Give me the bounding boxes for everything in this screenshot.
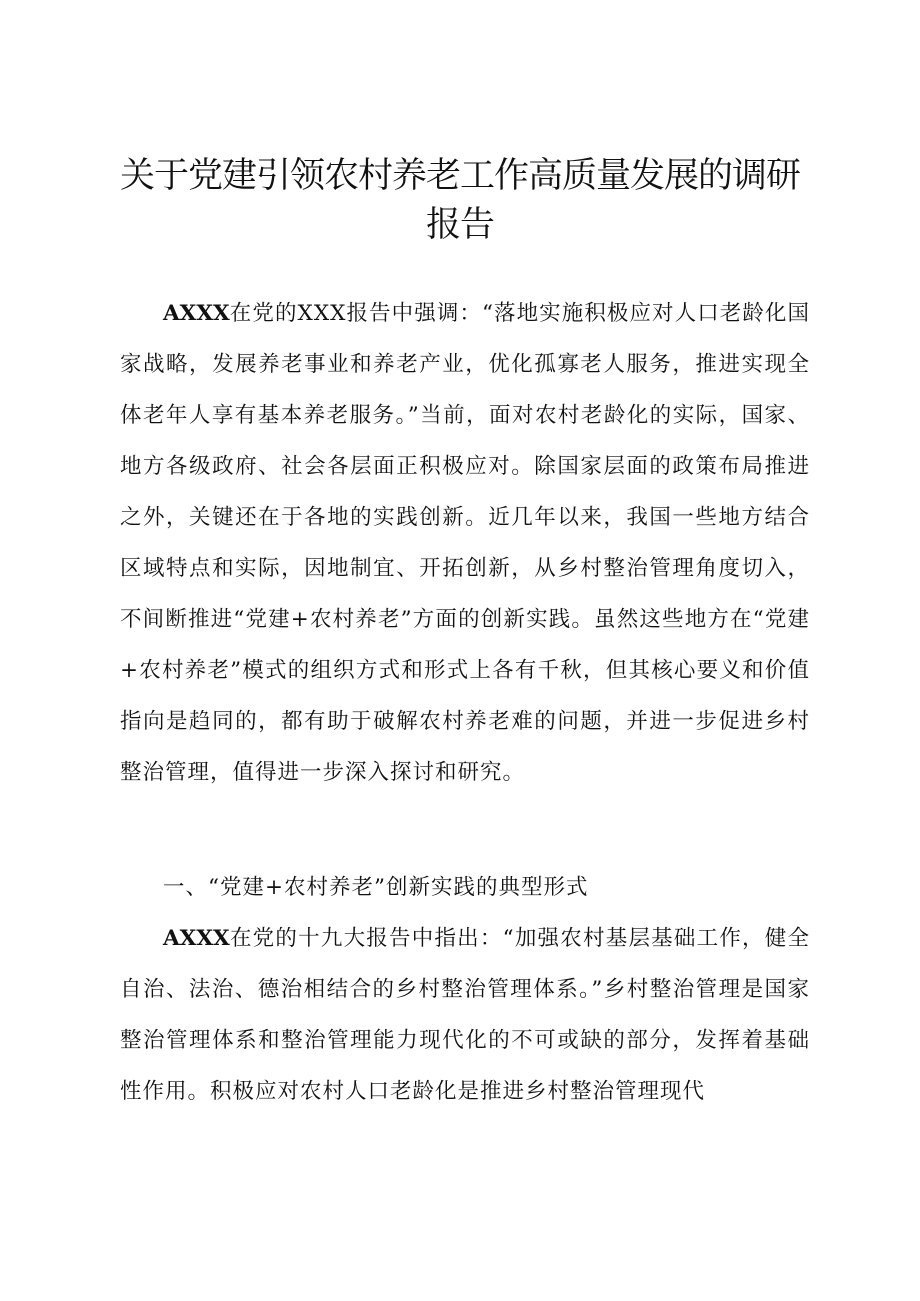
paragraph-text: 在党的十九大报告中指出：“加强农村基层基础工作，健全自治、法治、德治相结合的乡村整治管理体系。”乡村整治管理是国家整治管理体系和整治管理能力现代化的不可或缺的部分，发挥着基础性作用。积极应对农村人口老龄化是推进乡村整治管理现代 xyxy=(120,926,810,1104)
paragraph-lead: AXXX xyxy=(163,926,230,951)
document-title: 关于党建引领农村养老工作高质量发展的调研报告 xyxy=(119,156,800,245)
paragraph-text: 在党的XXX报告中强调：“落地实施积极应对人口老龄化国家战略，发展养老事业和养老产业，优化孤寡老人服务，推进实现全体老年人享有基本养老服务。”当前，面对农村老龄化的实际，国家、地方各级政府、社会各层面正积极应对。除国家层面的政策布局推进之外，关键还在于各地的实践创新。近几年以来，我国一些地方结合区域特点和实际，因地制宜、开拓创新，从乡村整治管理角度切入，不间断推进“党建+农村养老”方面的创新实践。虽然这些地方在“党建+农村养老”模式的组织方式和形式上各有千秋，但其核心要义和价值指向是趋同的，都有助于破解农村养老难的问题，并进一步促进乡村整治管理，值得进一步深入探讨和研究。 xyxy=(120,301,810,785)
section-heading-1: 一、“党建+农村养老”创新实践的典型形式 xyxy=(163,875,589,900)
paragraph-lead: AXXX xyxy=(163,301,230,326)
body-paragraph-1 xyxy=(120,288,810,798)
body-paragraph-2 xyxy=(120,913,810,1117)
